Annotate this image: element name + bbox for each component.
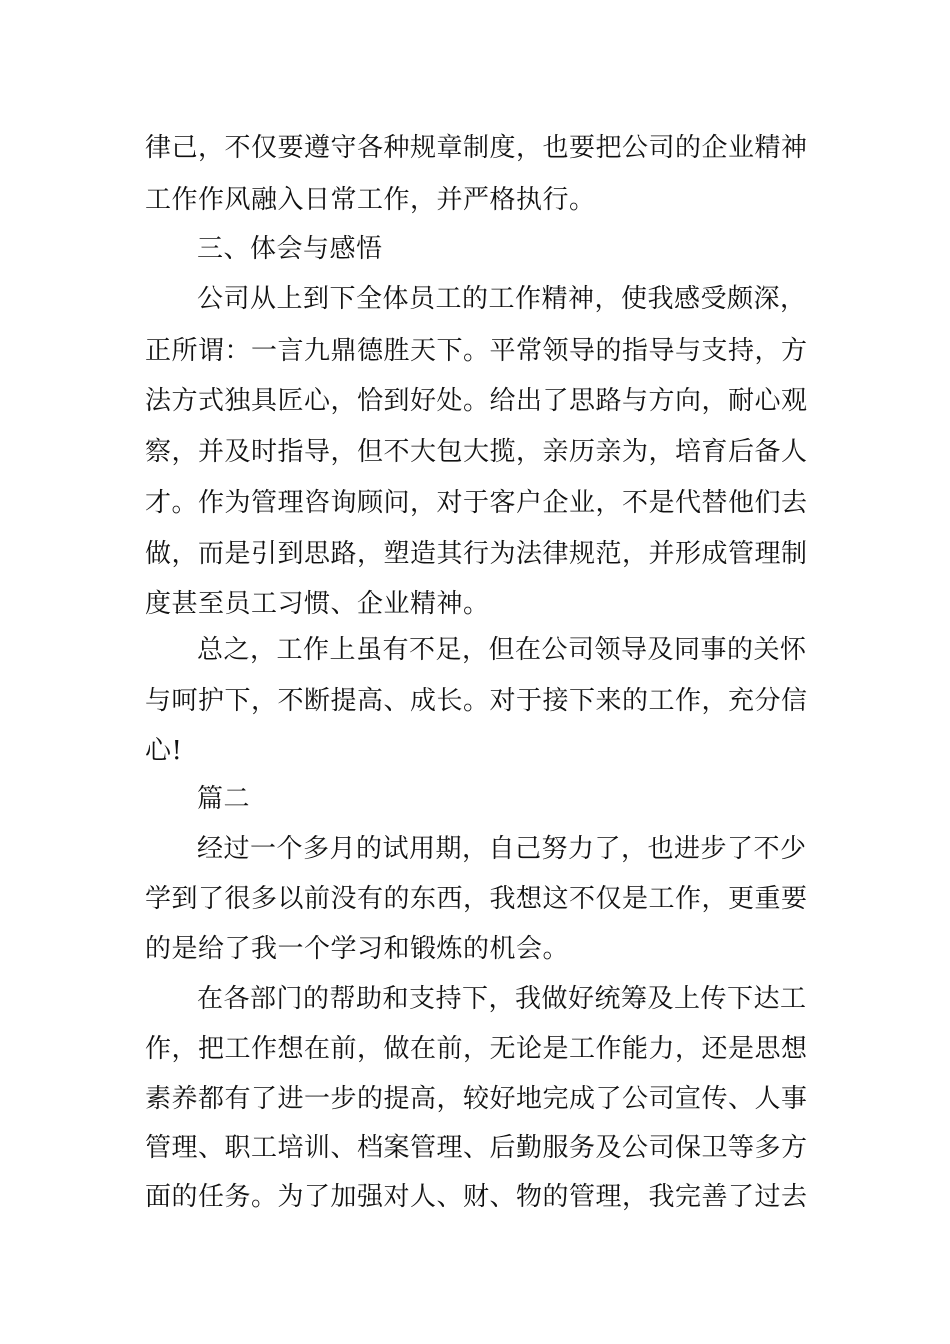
text-line: 的是给了我一个学习和锻炼的机会。 bbox=[145, 934, 570, 964]
text-line: 学到了很多以前没有的东西，我想这不仅是工作，更重要 bbox=[145, 884, 808, 914]
text-line: 作，把工作想在前，做在前，无论是工作能力，还是思想 bbox=[145, 1034, 808, 1064]
section-heading: 三、体会与感悟 bbox=[197, 234, 383, 264]
text-line: 察，并及时指导，但不大包大揽，亲历亲为，培育后备人 bbox=[145, 437, 808, 467]
text-line: 律己，不仅要遵守各种规章制度，也要把公司的企业精神 bbox=[145, 133, 808, 163]
text-line: 与呵护下，不断提高、成长。对于接下来的工作，充分信 bbox=[145, 686, 808, 716]
text-line: 法方式独具匠心，恰到好处。给出了思路与方向，耐心观 bbox=[145, 386, 808, 416]
text-line: 做，而是引到思路，塑造其行为法律规范，并形成管理制 bbox=[145, 539, 808, 569]
text-line: 素养都有了进一步的提高，较好地完成了公司宣传、人事 bbox=[145, 1084, 808, 1114]
text-line: 工作作风融入日常工作，并严格执行。 bbox=[145, 185, 596, 215]
text-line: 公司从上到下全体员工的工作精神，使我感受颇深， bbox=[197, 284, 807, 314]
text-line: 面的任务。为了加强对人、财、物的管理，我完善了过去 bbox=[145, 1182, 808, 1212]
text-line: 才。作为管理咨询顾问，对于客户企业，不是代替他们去 bbox=[145, 488, 808, 518]
text-line: 度甚至员工习惯、企业精神。 bbox=[145, 589, 490, 619]
text-line: 正所谓：一言九鼎德胜天下。平常领导的指导与支持，方 bbox=[145, 336, 808, 366]
section-heading: 篇二 bbox=[197, 784, 251, 814]
text-line: 在各部门的帮助和支持下，我做好统筹及上传下达工 bbox=[197, 984, 807, 1014]
text-line: 管理、职工培训、档案管理、后勤服务及公司保卫等多方 bbox=[145, 1133, 808, 1163]
text-line: 经过一个多月的试用期，自己努力了，也进步了不少 bbox=[197, 834, 807, 864]
text-line: 总之，工作上虽有不足，但在公司领导及同事的关怀 bbox=[197, 635, 807, 665]
text-line: 心! bbox=[145, 736, 183, 766]
